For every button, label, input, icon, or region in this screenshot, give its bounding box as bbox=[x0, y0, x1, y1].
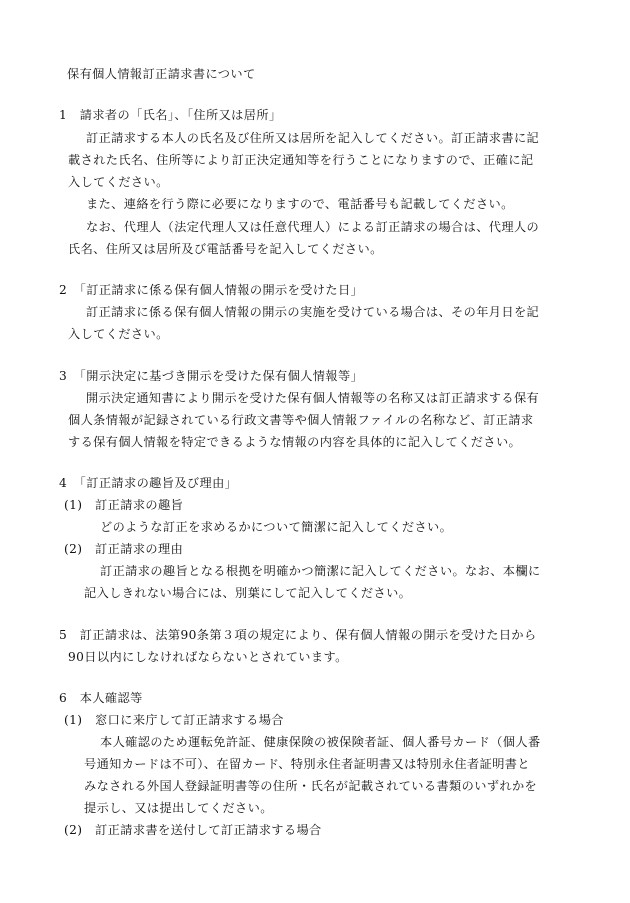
section-1-line-4: また、連絡を行う際に必要になりますので、電話番号も記載してください。 bbox=[86, 197, 514, 211]
section-1-heading: 1 請求者の「氏名」、「住所又は居所」 bbox=[59, 108, 282, 122]
section-6-item-1-line-1: 本人確認のため運転免許証、健康保険の被保険者証、個人番号カード（個人番 bbox=[100, 735, 541, 749]
section-4-item-1-label: (1) 訂正請求の趣旨 bbox=[64, 498, 184, 512]
section-1-line-2: 載された氏名、住所等により訂正決定通知等を行うことになりますので、正確に記 bbox=[68, 153, 534, 167]
section-6-item-2-label: (2) 訂正請求書を送付して訂正請求する場合 bbox=[64, 823, 322, 837]
section-6-item-1-line-2: 号通知カードは不可）、在留カード、特別永住者証明書又は特別永住者証明書と bbox=[84, 757, 530, 771]
section-6-item-1-line-3: みなされる外国人登録証明書等の住所・氏名が記載されている書類のいずれかを bbox=[84, 779, 538, 793]
section-6-item-1-line-4: 提示し、又は提出してください。 bbox=[84, 801, 273, 815]
section-4-heading: 4 「訂正請求の趣旨及び理由」 bbox=[59, 476, 238, 490]
section-3-line-1: 開示決定通知書により開示を受けた保有個人情報等の名称又は訂正請求する保有 bbox=[86, 391, 540, 405]
section-1-line-5: なお、代理人（法定代理人又は任意代理人）による訂正請求の場合は、代理人の bbox=[86, 220, 540, 234]
section-6-item-1-label: (1) 窓口に来庁して訂正請求する場合 bbox=[64, 713, 284, 727]
section-5-heading: 5 訂正請求は、法第90条第３項の規定により、保有個人情報の開示を受けた日から bbox=[59, 628, 537, 642]
section-6-heading: 6 本人確認等 bbox=[59, 691, 143, 705]
section-3-line-2: 個人条情報が記録されている行政文書等や個人情報ファイルの名称など、訂正請求 bbox=[68, 413, 534, 427]
section-3-line-3: する保有個人情報を特定できるような情報の内容を具体的に記入してください。 bbox=[68, 435, 522, 449]
section-4-item-2-line-1: 訂正請求の趣旨となる根拠を明確かつ簡潔に記入してください。なお、本欄に bbox=[100, 564, 541, 578]
section-4-item-2-line-2: 記入しきれない場合には、別葉にして記入してください。 bbox=[84, 586, 412, 600]
section-2-heading: 2 「訂正請求に係る保有個人情報の開示を受けた日」 bbox=[59, 283, 364, 297]
section-5-line-1: 90日以内にしなければならないとされています。 bbox=[68, 650, 348, 664]
section-2-line-2: 入してください。 bbox=[68, 327, 169, 341]
section-4-item-2-label: (2) 訂正請求の理由 bbox=[64, 542, 184, 556]
document-title: 保有個人情報訂正請求書について bbox=[67, 67, 256, 81]
section-1-line-1: 訂正請求する本人の氏名及び住所又は居所を記入してください。訂正請求書に記 bbox=[86, 131, 540, 145]
section-3-heading: 3 「開示決定に基づき開示を受けた保有個人情報等」 bbox=[59, 369, 364, 383]
section-1-line-3: 入してください。 bbox=[68, 175, 169, 189]
section-2-line-1: 訂正請求に係る保有個人情報の開示の実施を受けている場合は、その年月日を記 bbox=[86, 305, 540, 319]
section-1-line-6: 氏名、住所又は居所及び電話番号を記入してください。 bbox=[68, 242, 383, 256]
section-4-item-1-line-1: どのような訂正を求めるかについて簡潔に記入してください。 bbox=[100, 520, 453, 534]
